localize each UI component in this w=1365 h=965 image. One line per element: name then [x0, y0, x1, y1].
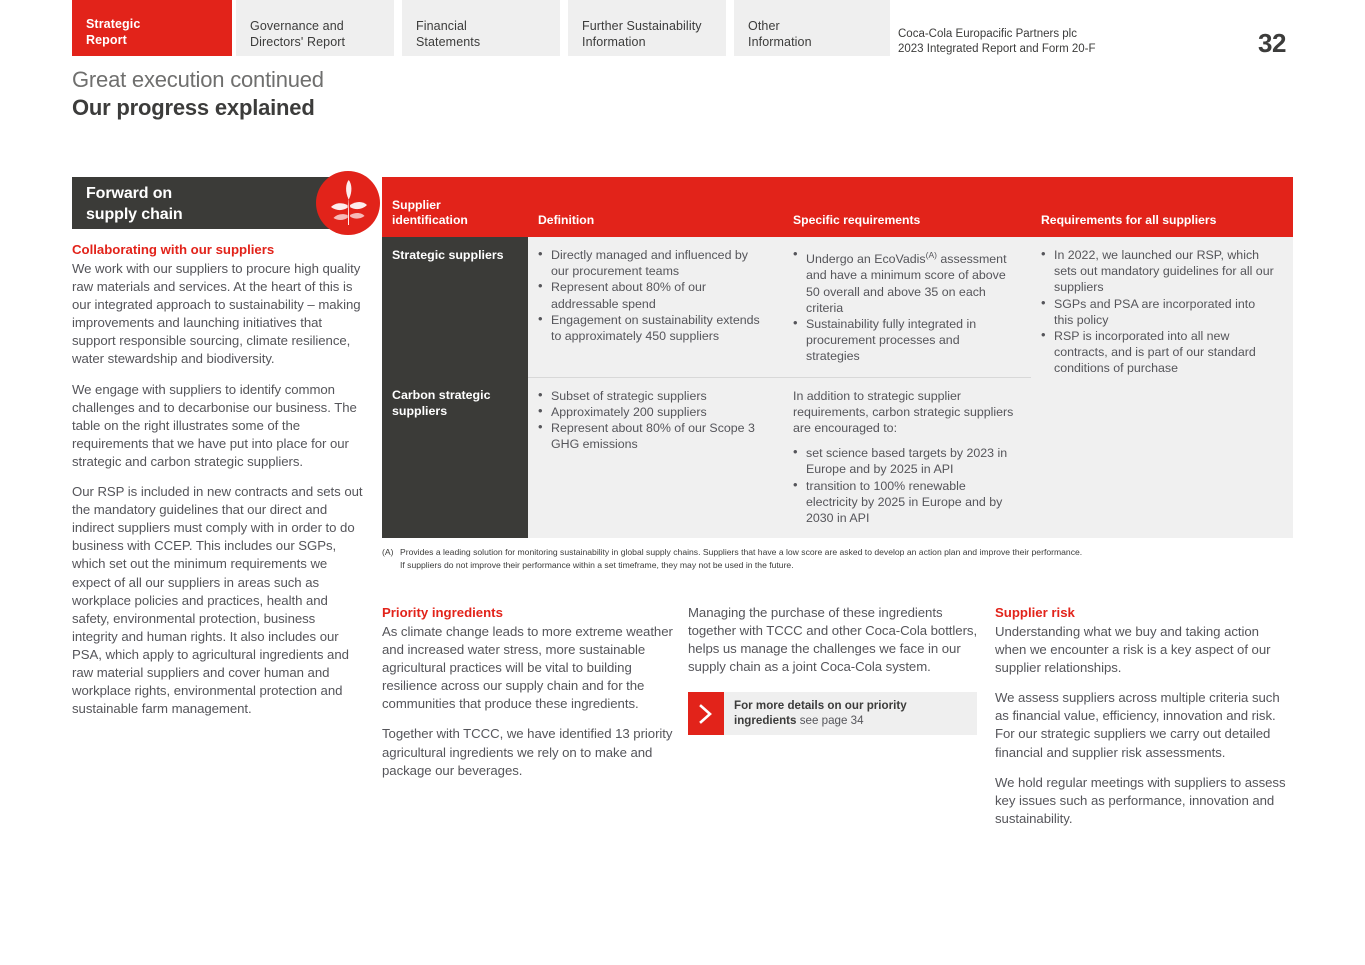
table-cell-specific-requirements-carbon-strategic [783, 377, 1031, 538]
all-suppliers-bullet-list [1041, 247, 1277, 377]
page-number: 32 [1258, 28, 1286, 58]
table-cell-category-carbon-strategic: Carbon strategic suppliers [382, 377, 528, 538]
footnote-text-2: If suppliers do not improve their performance within a set timeframe, they may not be used in the future. [400, 560, 794, 570]
table-row [382, 237, 1293, 377]
callout-text [724, 692, 977, 735]
table-header-supplier-identification: Supplier identification [382, 177, 528, 237]
tab-label-line: Information [582, 35, 646, 49]
list-item: • Engagement on sustainability extends to approximately 450 suppliers [538, 312, 767, 344]
footnote-line-1 [382, 546, 1297, 559]
tab-label-line: Information [748, 35, 812, 49]
priority-ingredients-column [382, 604, 674, 780]
supplier-risk-paragraph-2: We assess suppliers across multiple criteria such as financial value, efficiency, innovation and risk. For our strategic suppliers we carry out detailed financial and supplier risk assessments. [995, 690, 1280, 760]
tab-further-sustainability-information[interactable] [568, 0, 726, 56]
list-item: • Sustainability fully integrated in procurement processes and strategies [793, 316, 1015, 365]
plant-sprout-icon [316, 171, 380, 235]
footnote-mark: (A) [382, 547, 394, 557]
definition-bullet-list [538, 247, 767, 344]
tab-label-line: Strategic [86, 17, 141, 31]
badge-line-1: Forward on [86, 185, 173, 202]
specific-requirements-lead-text: In addition to strategic supplier requirements, carbon strategic suppliers are encouraged to: [793, 388, 1014, 435]
page-title-main: Our progress explained [72, 95, 315, 120]
callout-bold-text: For more details on our priority ingredients [734, 699, 907, 728]
managing-purchase-column [688, 604, 980, 735]
top-tab-bar [0, 0, 1365, 56]
tab-label-line: Directors' Report [250, 35, 346, 49]
list-item: • transition to 100% renewable electricity by 2025 in Europe and by 2030 in API [793, 478, 1015, 527]
specific-requirements-bullet-list [793, 247, 1015, 365]
list-item: • set science based targets by 2023 in Europe and by 2025 in API [793, 445, 1015, 477]
footnote-text-1: Provides a leading solution for monitoring sustainability in global supply chains. Suppliers that have a low score are asked to develop an action plan and improve their performance. [400, 547, 1083, 557]
bottom-section [382, 604, 1294, 904]
page-title-kicker: Great execution continued [72, 67, 324, 92]
page-title [72, 66, 772, 122]
supplier-risk-paragraph-3: We hold regular meetings with suppliers to assess key issues such as performance, innovation and sustainability. [995, 774, 1286, 826]
list-item: • SGPs and PSA are incorporated into this policy [1041, 296, 1277, 328]
left-paragraph-3: Our RSP is included in new contracts and sets out the mandatory guidelines that our direct and indirect suppliers must comply with in order to do business with CCEP. This includes our SGPs, which set out the minimum requirements we expect of all our suppliers in areas such as workplace policies and practices, health and safety, environmental protection, business integrity and human rights. It also includes our PSA, which apply to agricultural ingredients and raw material suppliers and cover human and workplace rights, environmental protection and sustainable farm management. [72, 484, 363, 717]
left-paragraph-1: We work with our suppliers to procure high quality raw materials and services. At the heart of this is our integrated approach to sustainability – making improvements and launching initiatives that support responsible sourcing, climate resilience, water stewardship and biodiversity. [72, 261, 361, 367]
chevron-right-icon [688, 692, 724, 735]
table-cell-requirements-all-suppliers [1031, 237, 1293, 538]
table-header-specific-requirements: Specific requirements [783, 177, 1031, 237]
definition-bullet-list [538, 388, 767, 453]
tab-label-line: Statements [416, 35, 481, 49]
tab-label-line: Other [748, 19, 780, 33]
callout-rest-text: see page 34 [796, 714, 864, 728]
list-item: • Represent about 80% of our addressable spend [538, 279, 767, 311]
supplier-risk-paragraph-1: Understanding what we buy and taking action when we encounter a risk is a key aspect of our supplier relationships. [995, 624, 1271, 676]
tab-strategic-report[interactable] [72, 0, 232, 56]
table-header-definition: Definition [528, 177, 783, 237]
tab-governance-and-directors-report[interactable] [236, 0, 394, 56]
left-paragraph-2: We engage with suppliers to identify common challenges and to decarbonise our business. The table on the right illustrates some of the requirements that we have put into place for our strategic and carbon strategic suppliers. [72, 381, 357, 469]
forward-on-supply-chain-badge [72, 177, 364, 229]
tab-label-line: Governance and [250, 19, 344, 33]
supplier-risk-column [995, 604, 1287, 828]
list-item: • In 2022, we launched our RSP, which sets out mandatory guidelines for all our suppliers [1041, 247, 1277, 296]
document-company-name: Coca-Cola Europacific Partners plc [898, 28, 1077, 40]
table-cell-definition-strategic [528, 237, 783, 377]
supplier-risk-heading: Supplier risk [995, 605, 1075, 620]
left-section-heading: Collaborating with our suppliers [72, 242, 275, 257]
supplier-requirements-table [382, 177, 1293, 538]
cross-reference-callout[interactable] [688, 692, 977, 735]
document-identifier [898, 27, 1096, 57]
table-cell-specific-requirements-strategic [783, 237, 1031, 377]
managing-purchase-paragraph-1: Managing the purchase of these ingredients together with TCCC and other Coca-Cola bottlers, helps us manage the challenges we face in our supply chain as a joint Coca-Cola system. [688, 605, 978, 675]
list-item: • Directly managed and influenced by our procurement teams [538, 247, 767, 279]
tab-label-line: Further Sustainability [582, 19, 702, 33]
list-item: • RSP is incorporated into all new contracts, and is part of our standard conditions of purchase [1041, 328, 1277, 377]
priority-ingredients-heading: Priority ingredients [382, 605, 503, 620]
tab-label-line: Financial [416, 19, 467, 33]
list-item: • Undergo an EcoVadis$^{(A)}$ assessment and have a minimum score of above 50 overall and above 35 on each criteria [793, 247, 1015, 316]
list-item: • Represent about 80% of our Scope 3 GHG emissions [538, 420, 767, 452]
tab-label-line: Report [86, 33, 127, 47]
priority-ingredients-paragraph-2: Together with TCCC, we have identified 13 priority agricultural ingredients we rely on to make and package our beverages. [382, 726, 673, 778]
table-footnote [382, 546, 1297, 572]
left-column [72, 177, 364, 718]
document-report-name: 2023 Integrated Report and Form 20-F [898, 43, 1096, 55]
list-item: • Approximately 200 suppliers [538, 404, 767, 420]
specific-requirements-bullet-list [793, 445, 1015, 526]
table-header-row [382, 177, 1293, 237]
priority-ingredients-paragraph-1: As climate change leads to more extreme weather and increased water stress, more sustainable agricultural practices will be vital to building resilience across our supply chain and for the communities that produce these ingredients. [382, 624, 673, 712]
tab-financial-statements[interactable] [402, 0, 560, 56]
badge-line-2: supply chain [86, 206, 183, 223]
tab-other-information[interactable] [734, 0, 890, 56]
table-header-requirements-for-all-suppliers: Requirements for all suppliers [1031, 177, 1293, 237]
table-cell-definition-carbon-strategic [528, 377, 783, 538]
list-item: • Subset of strategic suppliers [538, 388, 767, 404]
table-cell-category-strategic: Strategic suppliers [382, 237, 528, 377]
